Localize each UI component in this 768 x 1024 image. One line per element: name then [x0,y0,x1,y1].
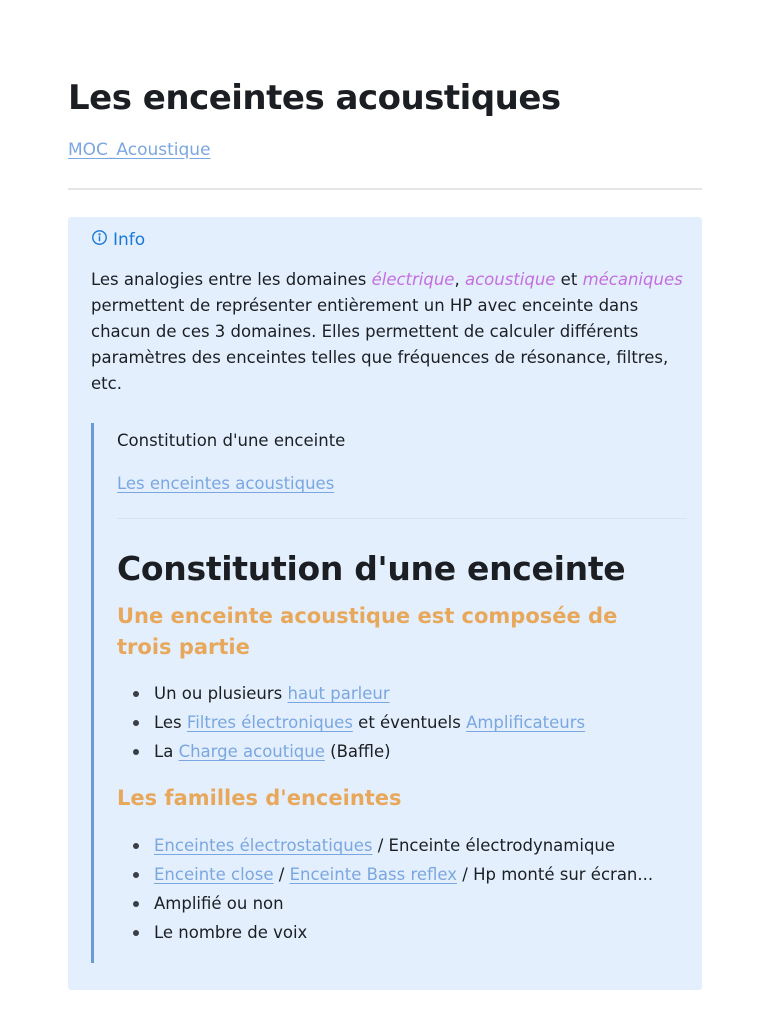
bullet-icon [133,843,139,849]
enceinte-bass-reflex-link[interactable]: Enceinte Bass reflex [289,865,458,884]
bullet-icon [133,930,139,936]
callout-comma: , [454,270,465,289]
list-item [117,679,585,708]
callout-paragraph [91,267,691,397]
list-item [117,831,653,860]
item-text: Amplifié ou non [154,894,284,913]
highlight-electrique: électrique [371,270,455,289]
list-item [117,708,585,737]
callout-et: et [555,270,583,289]
item-text: Le nombre de voix [154,923,308,942]
item-text: La [154,742,179,761]
highlight-mecaniques: mécaniques [582,270,683,289]
list-item [117,889,653,918]
embed-source-link[interactable]: Les enceintes acoustiques [117,474,335,493]
haut-parleur-link[interactable]: haut parleur [287,684,390,703]
list-item [117,918,653,947]
info-circle-icon [91,229,108,251]
embed-divider [117,518,687,519]
header-divider [68,188,702,190]
callout-text-rest: permettent de représenter entièrement un HP avec enceinte dans chacun de ces 3 domaines. Elles permettent de calculer différents paramètres des enceintes telles que fréquences de résonance, filtres, etc. [91,296,669,393]
charge-acoutique-link[interactable]: Charge acoutique [178,742,325,761]
callout-label: Info [113,230,146,250]
amplificateurs-link[interactable]: Amplificateurs [466,713,586,732]
list-item [117,860,653,889]
bullet-icon [133,901,139,907]
item-text: Un ou plusieurs [154,684,288,703]
item-text: / [273,865,290,884]
highlight-acoustique: acoustique [464,270,556,289]
enceintes-electrostatiques-link[interactable]: Enceintes électrostatiques [154,836,373,855]
enceinte-close-link[interactable]: Enceinte close [154,865,274,884]
info-callout [68,217,702,990]
item-text: (Baffle) [324,742,391,761]
composition-list [117,679,585,766]
familles-list [117,831,653,947]
item-text: / Enceinte électrodynamique [372,836,616,855]
callout-header[interactable] [91,229,145,251]
moc-acoustique-link[interactable]: MOC_Acoustique [68,140,211,160]
callout-text-start: Les analogies entre les domaines [91,270,372,289]
embedded-note [91,423,684,963]
item-text: Les [154,713,187,732]
embed-title: Constitution d'une enceinte [117,431,346,450]
item-text: et éventuels [352,713,467,732]
bullet-icon [133,691,139,697]
embed-heading: Constitution d'une enceinte [117,549,626,588]
filtres-electroniques-link[interactable]: Filtres électroniques [186,713,353,732]
bullet-icon [133,749,139,755]
section-heading-familles: Les familles d'enceintes [117,786,402,810]
list-item [117,737,585,766]
bullet-icon [133,872,139,878]
bullet-icon [133,720,139,726]
item-text: / Hp monté sur écran... [457,865,654,884]
section-heading-composition: Une enceinte acoustique est composée de trois partie [117,604,618,659]
page-title: Les enceintes acoustiques [68,78,561,118]
